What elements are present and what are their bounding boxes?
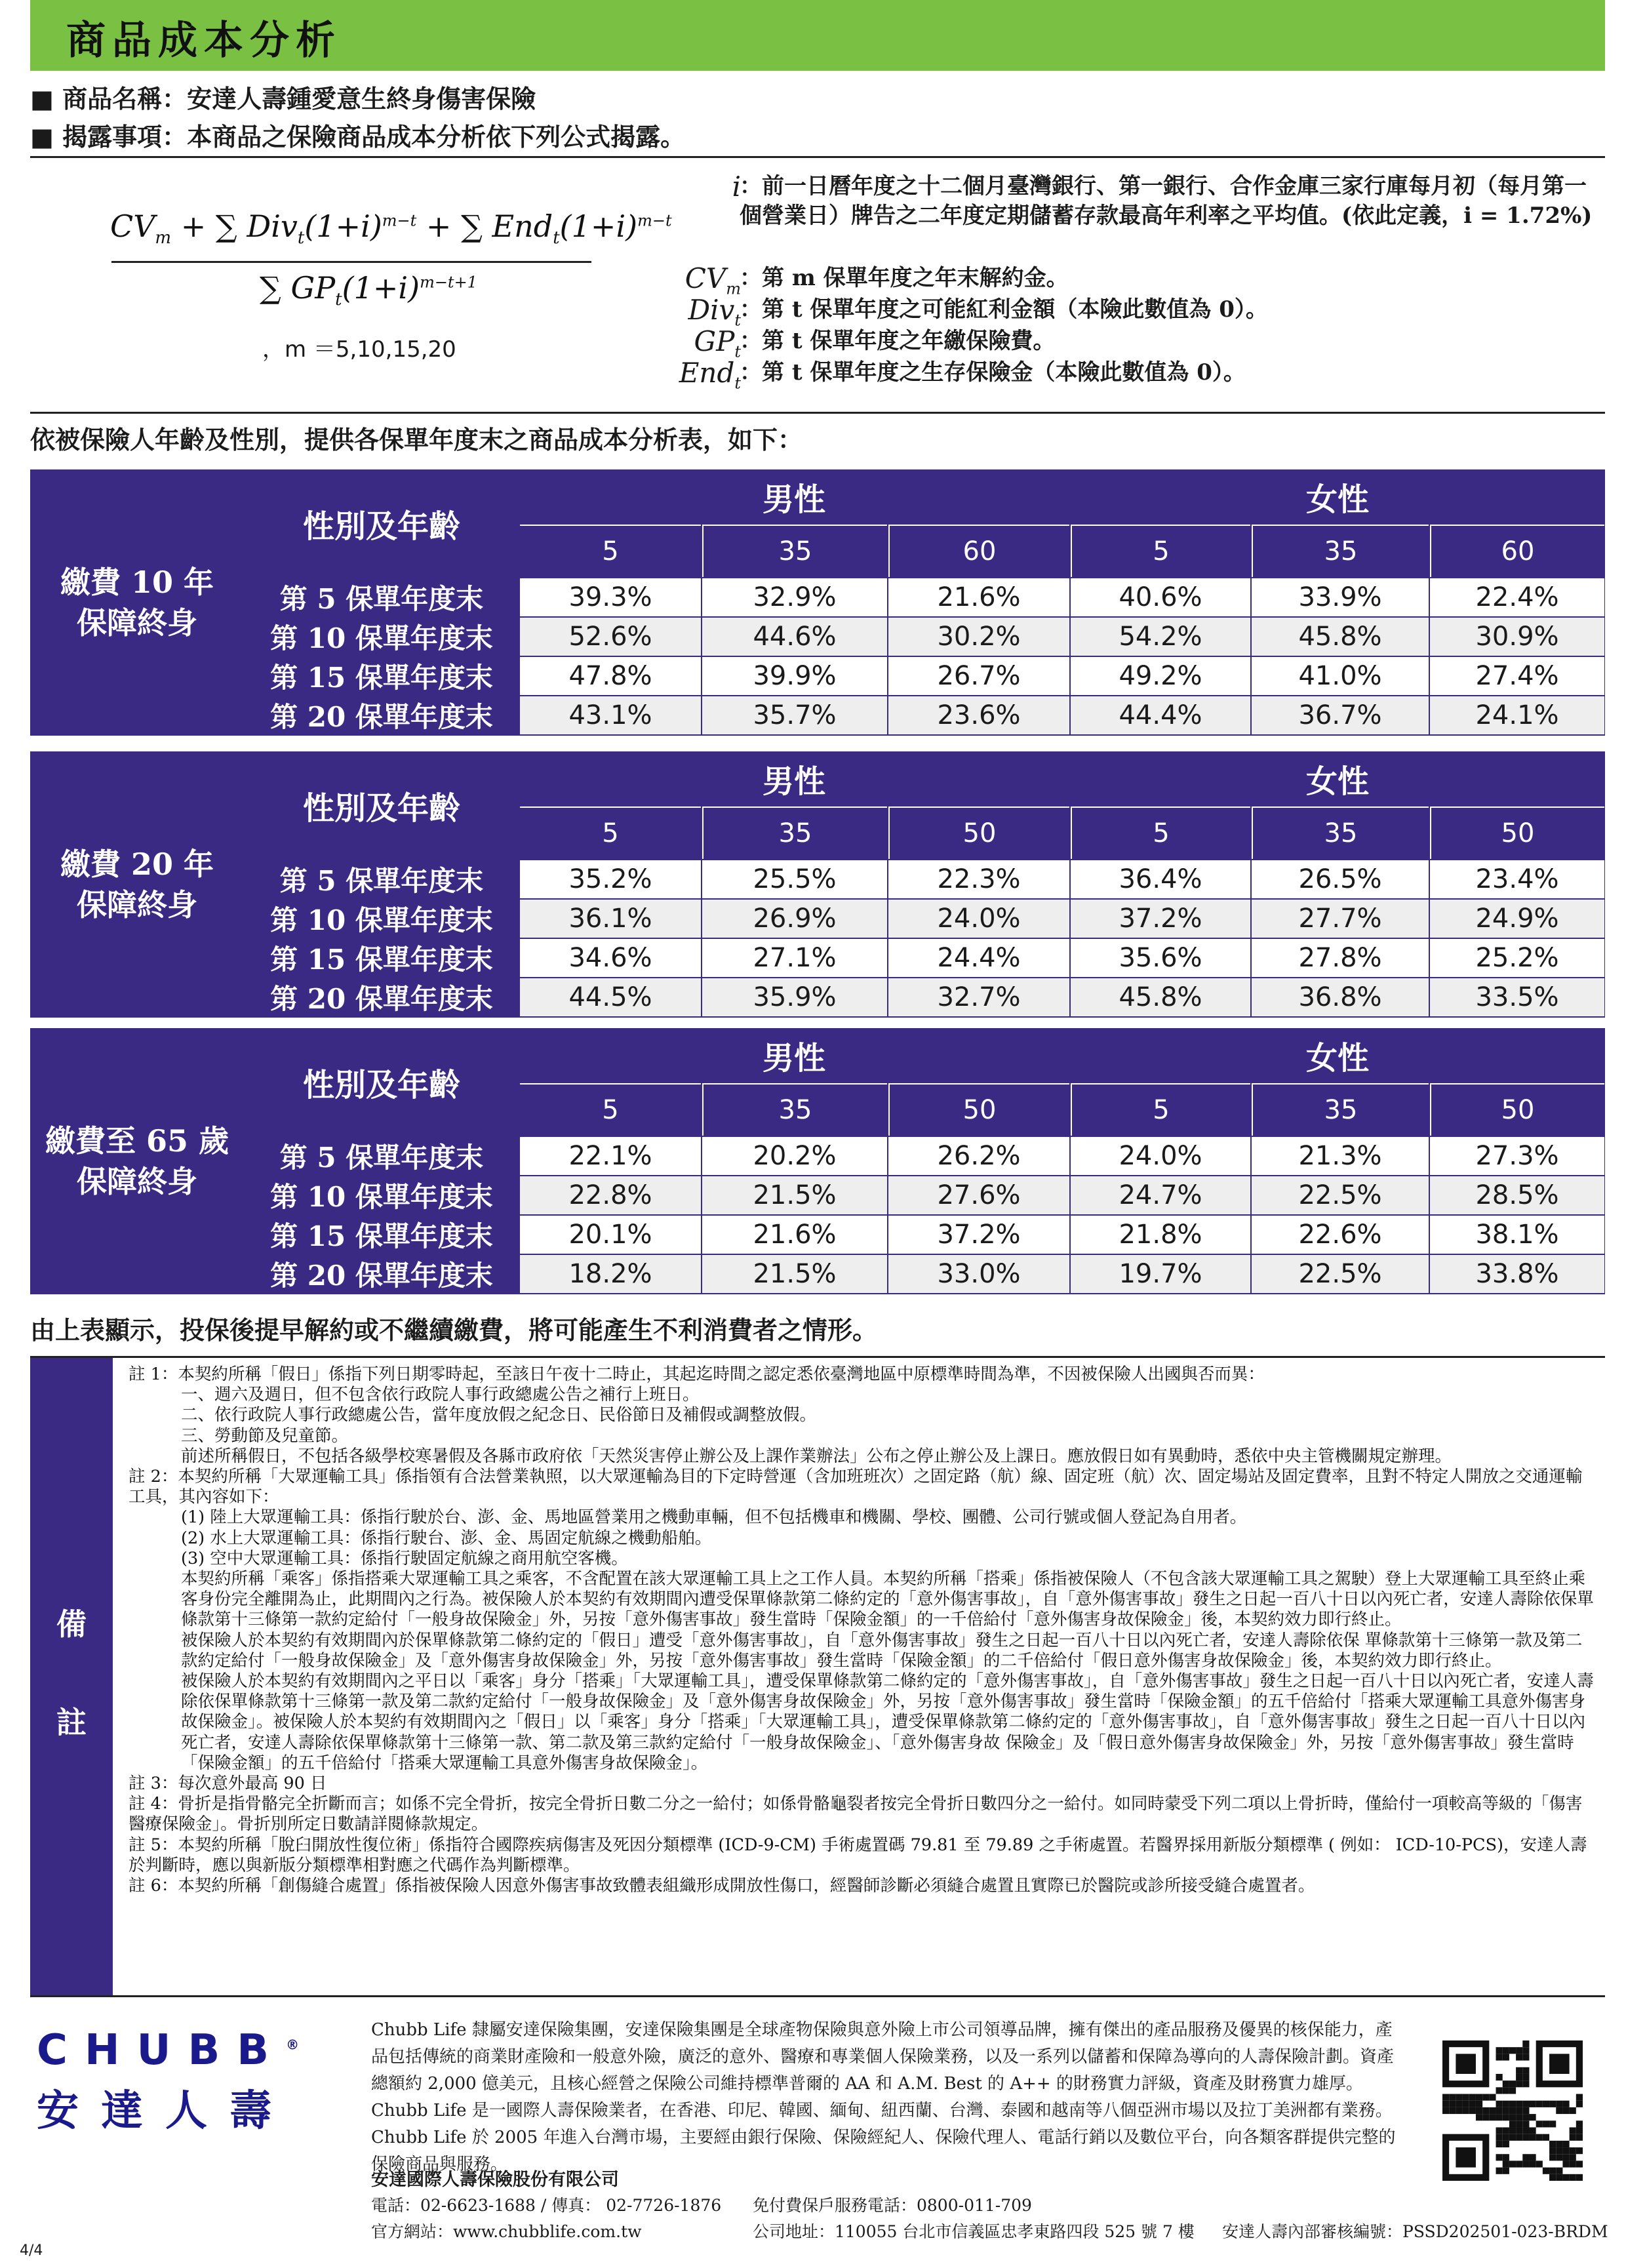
value-cell: 27.4% [1430, 657, 1604, 695]
divider [30, 156, 1605, 158]
title-bar [30, 0, 1605, 71]
value-cell: 21.3% [1252, 1137, 1429, 1175]
value-cell: 26.2% [888, 1137, 1069, 1175]
value-cell: 39.9% [702, 657, 887, 695]
review-number: 安達人壽內部審核編號：PSSD202501-023-BRDM [1222, 2222, 1608, 2241]
value-cell: 26.5% [1252, 860, 1429, 898]
formula-numerator: $CV_m$ + ∑ $Div_t(1+i)^{m-t}$ + ∑ $End_t(1+i)^{m-t}$ [110, 209, 672, 249]
m-values: ，m ＝5,10,15,20 [262, 336, 456, 363]
value-cell: 26.9% [702, 900, 887, 938]
value-cell: 22.3% [888, 860, 1069, 898]
note-paragraph: 二、依行政院人事行政總處公告，當年度放假之紀念日、民俗節日及補假或調整放假。 [181, 1405, 817, 1425]
intro-block [30, 80, 685, 156]
cost-table [30, 751, 1605, 1018]
fraction-bar [111, 261, 591, 263]
table-intro: 依被保險人年齡及性別，提供各保單年度末之商品成本分析表，如下： [30, 425, 803, 454]
age-cell: 50 [888, 1083, 1069, 1136]
value-cell: 25.5% [702, 860, 887, 898]
note-paragraph: 三、勞動節及兒童節。 [181, 1425, 349, 1446]
header-male: 男性 [762, 481, 825, 518]
value-cell: 27.7% [1252, 900, 1429, 938]
value-cell: 35.9% [702, 978, 887, 1016]
row-label: 第 20 保單年度末 [270, 701, 493, 733]
row-label: 第 5 保單年度末 [279, 583, 484, 615]
value-cell: 27.8% [1252, 939, 1429, 977]
value-cell: 33.5% [1430, 978, 1604, 1016]
notes-label-bar [30, 1358, 113, 1995]
value-cell: 36.1% [520, 900, 701, 938]
value-cell: 22.1% [520, 1137, 701, 1175]
value-cell: 30.2% [888, 618, 1069, 656]
value-cell: 24.0% [888, 900, 1069, 938]
value-cell: 23.6% [888, 696, 1069, 734]
value-cell: 22.6% [1252, 1216, 1429, 1254]
value-cell: 52.6% [520, 618, 701, 656]
age-cell: 35 [1252, 806, 1429, 859]
formula-denominator: ∑ $GP_t(1+i)^{m-t+1}$ [260, 270, 477, 310]
service-hotline: 免付費保戶服務電話：0800-011-709 [753, 2196, 1032, 2215]
note-paragraph: 被保險人於本契約有效期間內之平日以「乘客」身分「搭乘」「大眾運輸工具」，遭受保單條款第二條約定的「意外傷害事故」，自「意外傷害事故」發生之日起一百八十日以內死亡者，安達人壽除依保單條款第十三條第一款及第二款約定給付「一般身故保險金」及「意外傷害身故保險金」外，另按「意外傷害事故」發生當時「保險金額」的五千倍給付「搭乘大眾運輸工具意外傷害身故保險金」。被保險人於本契約有效期間內之「假日」以「乘客」身分「搭乘」「大眾運輸工具」，遭受保單條款第二條約定的「意外傷害事故」，自「意外傷害事故」發生之日起一百八十日以內死亡者，安達人壽除依保單條款第十三條第一款、第二款及第三款約定給付「一般身故保險金」、「意外傷害身故 保險金」及「假日意外傷害身故保險金」外，另按「意外傷害事故」發生當時「保險金額」的五千倍給付「搭乘大眾運輸工具意外傷害身故保險金」。 [181, 1671, 1594, 1773]
value-cell: 35.7% [702, 696, 887, 734]
header-male: 男性 [762, 1039, 825, 1077]
band-label: 繳費至 65 歲 保障終身 [45, 1123, 229, 1199]
age-cell: 50 [1430, 1083, 1604, 1136]
age-cell: 5 [520, 525, 701, 577]
age-cell: 60 [1430, 525, 1604, 577]
row-label: 第 20 保單年度末 [270, 983, 493, 1015]
value-cell: 24.4% [888, 939, 1069, 977]
notes-label-2: 註 [56, 1705, 87, 1740]
qr-code-icon [1442, 2040, 1583, 2181]
value-cell: 33.8% [1430, 1255, 1604, 1293]
row-label: 第 15 保單年度末 [270, 1220, 493, 1252]
logo-cn: 安達人壽 [37, 2087, 294, 2136]
product-name: ■ 商品名稱：安達人壽鍾愛意生終身傷害保險 [30, 84, 536, 113]
age-cell: 5 [1071, 806, 1250, 859]
value-cell: 22.5% [1252, 1176, 1429, 1214]
value-cell: 21.5% [702, 1255, 887, 1293]
note-paragraph: 本契約所稱「乘客」係指搭乘大眾運輸工具之乘客，不含配置在該大眾運輸工具上之工作人員。本契約所稱「搭乘」係指被保險人（不包含該大眾運輸工具之駕駛）登上大眾運輸工具至終止乘客身份完全離開為止，此期間內之行為。被保險人於本契約有效期間內遭受保單條款第二條約定的「意外傷害事故」，自「意外傷害事故」發生之日起一百八十日以內死亡者，安達人壽除依保單條款第十三條第一款約定給付「一般身故保險金」外，另按「意外傷害事故」發生當時「保險金額」的一千倍給付「意外傷害身故保險金」後，本契約效力即行終止。 [181, 1569, 1594, 1630]
age-cell: 50 [888, 806, 1069, 859]
value-cell: 30.9% [1430, 618, 1604, 656]
value-cell: 21.5% [702, 1176, 887, 1214]
note-paragraph: 註 4：骨折是指骨骼完全折斷而言；如係不完全骨折，按完全骨折日數二分之一給付；如係骨骼龜裂者按完全骨折日數四分之一給付。如同時蒙受下列二項以上骨折時，僅給付一項較高等級的「傷害醫療保險金」。骨折別所定日數請詳閱條款規定。 [129, 1794, 1583, 1835]
value-cell: 54.2% [1071, 618, 1250, 656]
value-cell: 33.0% [888, 1255, 1069, 1293]
cost-table [30, 1028, 1605, 1294]
value-cell: 47.8% [520, 657, 701, 695]
note-paragraph: (3) 空中大眾運輸工具：係指行駛固定航線之商用航空客機。 [181, 1548, 628, 1568]
value-cell: 22.5% [1252, 1255, 1429, 1293]
age-cell: 5 [1071, 525, 1250, 577]
value-cell: 32.9% [702, 578, 887, 616]
notes-text [129, 1364, 1597, 1896]
value-cell: 40.6% [1071, 578, 1250, 616]
value-cell: 24.0% [1071, 1137, 1250, 1175]
note-paragraph: 註 1：本契約所稱「假日」係指下列日期零時起，至該日午夜十二時止，其起迄時間之認定悉依臺灣地區中原標準時間為準，不因被保險人出國與否而異： [129, 1364, 1265, 1384]
value-cell: 18.2% [520, 1255, 701, 1293]
symbol-divt: Div$_t$ [688, 294, 741, 330]
value-cell: 21.6% [702, 1216, 887, 1254]
age-cell: 35 [1252, 525, 1429, 577]
value-cell: 27.6% [888, 1176, 1069, 1214]
value-cell: 27.1% [702, 939, 887, 977]
value-cell: 21.8% [1071, 1216, 1250, 1254]
website-link[interactable]: 官方網站：www.chubblife.com.tw [371, 2222, 642, 2241]
value-cell: 35.2% [520, 860, 701, 898]
header-gender-age: 性別及年齡 [302, 789, 460, 827]
value-cell: 24.9% [1430, 900, 1604, 938]
value-cell: 33.9% [1252, 578, 1429, 616]
header-female: 女性 [1305, 1039, 1369, 1077]
row-label: 第 5 保單年度末 [279, 865, 484, 897]
note-paragraph: 註 3：每次意外最高 90 日 [129, 1774, 327, 1794]
cost-table [30, 469, 1605, 736]
value-cell: 37.2% [888, 1216, 1069, 1254]
symbol-endt: End$_t$ [679, 357, 741, 393]
value-cell: 38.1% [1430, 1216, 1604, 1254]
value-cell: 25.2% [1430, 939, 1604, 977]
disclosure-note: ■ 揭露事項：本商品之保險商品成本分析依下列公式揭露。 [30, 122, 686, 151]
band-label: 繳費 10 年 保障終身 [60, 565, 214, 641]
row-label: 第 10 保單年度末 [270, 904, 493, 936]
note-paragraph: 註 6：本契約所稱「創傷縫合處置」係指被保險人因意外傷害事故致體表組織形成開放性傷口，經醫師診斷必須縫合處置且實際已於醫院或診所接受縫合處置者。 [129, 1876, 1315, 1896]
value-cell: 20.2% [702, 1137, 887, 1175]
age-cell: 60 [888, 525, 1069, 577]
value-cell: 19.7% [1071, 1255, 1250, 1293]
value-cell: 37.2% [1071, 900, 1250, 938]
conclusion: 由上表顯示，投保後提早解約或不繼續繳費，將可能產生不利消費者之情形。 [30, 1315, 878, 1345]
value-cell: 36.4% [1071, 860, 1250, 898]
value-cell: 22.4% [1430, 578, 1604, 616]
logo-en: CHUBB® [37, 2026, 300, 2075]
notes-section [30, 1356, 1605, 1997]
page-number: 4/4 [20, 2242, 43, 2259]
phone-fax: 電話：02-6623-1688 / 傳真： 02-7726-1876 [371, 2196, 722, 2215]
row-label: 第 20 保單年度末 [270, 1260, 493, 1292]
row-label: 第 10 保單年度末 [270, 1181, 493, 1213]
value-cell: 24.7% [1071, 1176, 1250, 1214]
value-cell: 35.6% [1071, 939, 1250, 977]
age-cell: 35 [702, 1083, 887, 1136]
value-cell: 41.0% [1252, 657, 1429, 695]
note-paragraph: 註 2：本契約所稱「大眾運輸工具」係指領有合法營業執照，以大眾運輸為目的下定時營運（含加班班次）之固定路（航）線、固定班（航）次、固定場站及固定費率，且對不特定人開放之交通運輸工具，其內容如下： [129, 1467, 1583, 1507]
value-cell: 44.4% [1071, 696, 1250, 734]
header-female: 女性 [1305, 481, 1369, 518]
value-cell: 32.7% [888, 978, 1069, 1016]
age-cell: 5 [520, 1083, 701, 1136]
age-cell: 35 [702, 525, 887, 577]
value-cell: 44.5% [520, 978, 701, 1016]
value-cell: 36.7% [1252, 696, 1429, 734]
value-cell: 34.6% [520, 939, 701, 977]
header-gender-age: 性別及年齡 [302, 1066, 460, 1104]
value-cell: 22.8% [520, 1176, 701, 1214]
value-cell: 45.8% [1252, 618, 1429, 656]
value-cell: 26.7% [888, 657, 1069, 695]
value-cell: 27.3% [1430, 1137, 1604, 1175]
symbol-gpt: $GP_t$ [694, 325, 741, 361]
age-cell: 50 [1430, 806, 1604, 859]
age-cell: 5 [1071, 1083, 1250, 1136]
row-label: 第 10 保單年度末 [270, 622, 493, 654]
header-female: 女性 [1305, 763, 1369, 800]
note-paragraph: 前述所稱假日，不包括各級學校寒暑假及各縣市政府依「天然災害停止辦公及上課作業辦法」公布之停止辦公及上課日。應放假日如有異動時，悉依中央主管機關規定辦理。 [181, 1446, 1452, 1466]
note-paragraph: (2) 水上大眾運輸工具：係指行駛台、澎、金、馬固定航線之機動船舶。 [181, 1528, 712, 1548]
note-paragraph: (1) 陸上大眾運輸工具：係指行駛於台、澎、金、馬地區營業用之機動車輛，但不包括機車和機關、學校、團體、公司行號或個人登記為自用者。 [181, 1507, 1247, 1528]
company-name: 安達國際人壽保險股份有限公司 [371, 2170, 619, 2190]
note-paragraph: 一、週六及週日，但不包含依行政院人事行政總處公告之補行上班日。 [181, 1385, 700, 1405]
row-label: 第 15 保單年度末 [270, 944, 493, 976]
value-cell: 45.8% [1071, 978, 1250, 1016]
note-paragraph: 註 5：本契約所稱「脫臼開放性復位術」係指符合國際疾病傷害及死因分類標準 (ICD-9-CM) 手術處置碼 79.81 至 79.89 之手術處置。若醫界採用新版分類標準 ( 例如： ICD-10-PCS)，安達人壽於判斷時，應以與新版分類標準相對應之代碼作為判斷標準。 [129, 1835, 1587, 1875]
company-about: Chubb Life 隸屬安達保險集團，安達保險集團是全球產物保險與意外險上市公司領導品牌，擁有傑出的產品服務及優異的核保能力，產品包括傳統的商業財產險和一般意外險，廣泛的意外、醫療和專業個人保險業務，以及一系列以儲蓄和保障為導向的人壽保險計劃。資產總額約 2,000 億美元，且核心經營之保險公司維持標準普爾的 AA 和 A.M. Best 的 A++ 的財務實力評級，資產及財務實力雄厚。Chubb Life 是一國際人壽保險業者，在香港、印尼、韓國、緬甸、紐西蘭、台灣、泰國和越南等八個亞洲市場以及拉丁美洲都有業務。Chubb Life 於 2005 年進入台灣市場，主要經由銀行保險、保險經紀人、保險代理人、電話行銷以及數位平台，向各類客群提供完整的保險商品與服務。 [371, 2020, 1396, 2174]
value-cell: 44.6% [702, 618, 887, 656]
note-paragraph: 被保險人於本契約有效期間內於保單條款第二條約定的「假日」遭受「意外傷害事故」，自「意外傷害事故」發生之日起一百八十日以內死亡者，安達人壽除依保 單條款第十三條第一款及第二款約定給付「一般身故保險金」及「意外傷害身故保險金」外，另按「意外傷害事故」發生當時「保險金額」的二千倍給付「假日意外傷害身故保險金」後，本契約效力即行終止。 [181, 1630, 1583, 1671]
page-title: 商品成本分析 [66, 18, 342, 64]
chubb-logo [37, 2026, 299, 2138]
notes-label-1: 備 [56, 1606, 87, 1642]
age-cell: 5 [520, 806, 701, 859]
band-label: 繳費 20 年 保障終身 [60, 846, 214, 923]
value-cell: 24.1% [1430, 696, 1604, 734]
value-cell: 23.4% [1430, 860, 1604, 898]
value-cell: 36.8% [1252, 978, 1429, 1016]
header-male: 男性 [762, 763, 825, 800]
value-cell: 49.2% [1071, 657, 1250, 695]
symbol-i: i [732, 170, 741, 203]
company-address: 公司地址：110055 台北市信義區忠孝東路四段 525 號 7 樓 [753, 2222, 1195, 2241]
divider [30, 412, 1605, 414]
value-cell: 39.3% [520, 578, 701, 616]
row-label: 第 5 保單年度末 [279, 1142, 484, 1174]
row-label: 第 15 保單年度末 [270, 662, 493, 694]
value-cell: 21.6% [888, 578, 1069, 616]
value-cell: 43.1% [520, 696, 701, 734]
header-gender-age: 性別及年齡 [302, 507, 460, 545]
symbol-cvm: $CV_m$ [684, 262, 741, 298]
value-cell: 20.1% [520, 1216, 701, 1254]
value-cell: 28.5% [1430, 1176, 1604, 1214]
age-cell: 35 [702, 806, 887, 859]
age-cell: 35 [1252, 1083, 1429, 1136]
